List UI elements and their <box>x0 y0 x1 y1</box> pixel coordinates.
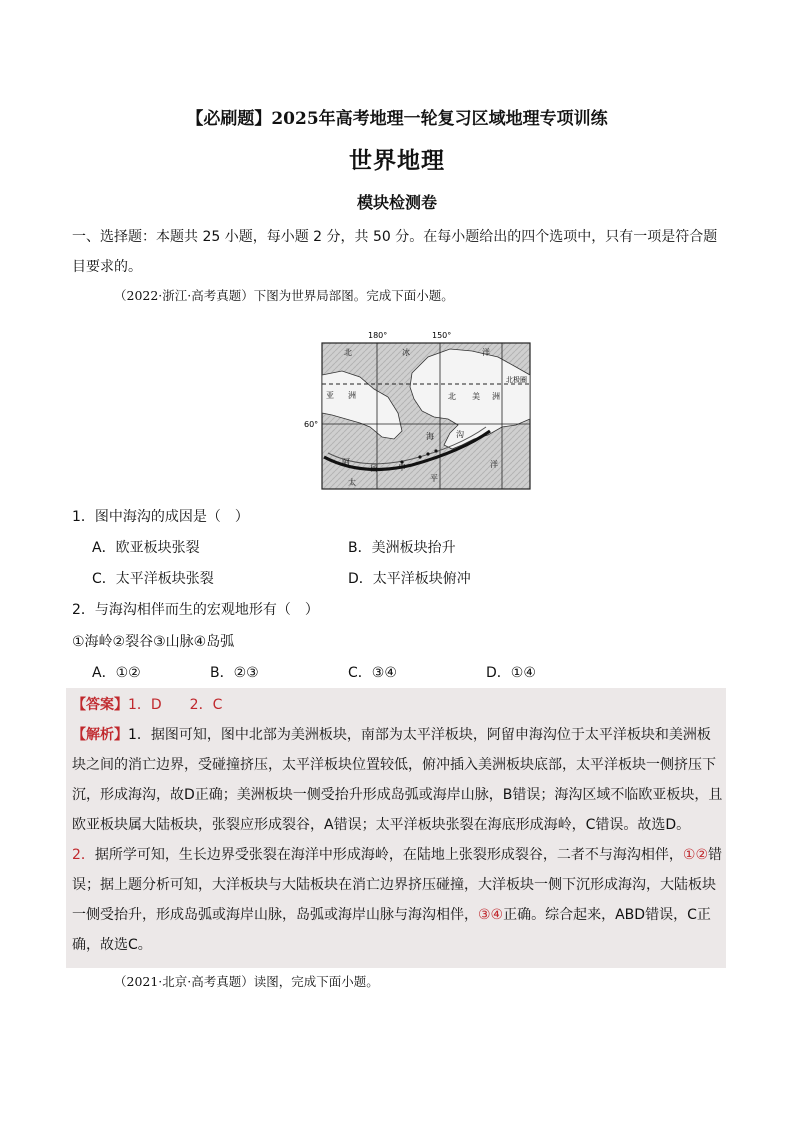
q1-option-c[interactable]: C．太平洋板块张裂 <box>92 571 214 587</box>
question-1-stem: 1．图中海沟的成因是（ ） <box>72 509 249 525</box>
analysis-mark-12: ①② <box>682 847 709 863</box>
svg-text:沟: 沟 <box>456 430 464 439</box>
svg-text:申: 申 <box>398 463 406 472</box>
svg-text:冰: 冰 <box>402 348 410 357</box>
exam-title: 【必刷题】2025年高考地理一轮复习区域地理专项训练 <box>186 109 608 129</box>
svg-text:洋: 洋 <box>482 348 490 357</box>
analysis-paragraph-2: 2．据所学可知，生长边界受张裂在海洋中形成海岭，在陆地上张裂形成裂谷，二者不与海沟相伴，①②错误；据上题分析可知，大洋板块与大陆板块在消亡边界挤压碰撞，大洋板块一侧下沉形成海沟，大陆板块一侧受抬升，形成岛弧或海岸山脉，岛弧或海岸山脉与海沟相伴，③④正确。综合起来，ABD错误，C正确，故选C。 <box>72 847 723 953</box>
analysis-mark-34: ③④ <box>478 907 504 923</box>
svg-text:北: 北 <box>344 348 352 357</box>
answer-label: 【答案】 <box>72 697 128 713</box>
question-source: （2022·浙江·高考真题）下图为世界局部图。完成下面小题。 <box>114 288 454 303</box>
q1-option-a[interactable]: A．欧亚板块张裂 <box>92 540 200 556</box>
subject-title: 世界地理 <box>349 147 445 174</box>
lat-label-60: 60° <box>304 420 319 429</box>
svg-text:留: 留 <box>370 464 378 473</box>
q2-option-d[interactable]: D．①④ <box>486 665 536 681</box>
world-partial-map <box>302 327 534 492</box>
question-source-2: （2021·北京·高考真题）读图，完成下面小题。 <box>114 974 379 989</box>
q1-option-b[interactable]: B．美洲板块抬升 <box>348 540 456 556</box>
section-instructions: 一、选择题：本题共 25 小题，每小题 2 分，共 50 分。在每小题给出的四个选项中，只有一项是符合题目要求的。 <box>72 229 718 275</box>
svg-text:太: 太 <box>348 478 356 487</box>
paper-subtitle: 模块检测卷 <box>356 193 437 212</box>
q2-option-b[interactable]: B．②③ <box>210 665 259 681</box>
analysis-paragraph-1 <box>72 720 724 840</box>
analysis-2-number: 2． <box>72 847 95 863</box>
svg-text:海: 海 <box>426 432 434 441</box>
answer-line <box>72 690 724 720</box>
svg-text:平: 平 <box>430 474 438 483</box>
q1-option-d[interactable]: D．太平洋板块俯冲 <box>348 571 471 587</box>
question-2-items: ①海岭②裂谷③山脉④岛弧 <box>72 634 235 650</box>
svg-text:亚: 亚 <box>326 391 334 400</box>
q2-option-c[interactable]: C．③④ <box>348 665 397 681</box>
svg-text:美: 美 <box>472 392 480 401</box>
svg-text:北: 北 <box>448 392 456 401</box>
svg-text:洋: 洋 <box>490 460 498 469</box>
question-2-stem: 2．与海沟相伴而生的宏观地形有（ ） <box>72 602 319 618</box>
answer-text: 1．D 2．C <box>128 697 223 713</box>
analysis-label: 【解析】 <box>72 727 128 743</box>
svg-text:洲: 洲 <box>492 392 500 401</box>
q2-option-a[interactable]: A．①② <box>92 665 141 681</box>
lon-label-180: 180° <box>368 331 388 340</box>
svg-text:洲: 洲 <box>348 391 356 400</box>
svg-text:阿: 阿 <box>342 458 350 467</box>
arctic-circle-label: 北极圈 <box>506 376 527 384</box>
analysis-text-1: 1．据图可知，图中北部为美洲板块，南部为太平洋板块，阿留申海沟位于太平洋板块和美洲板块之间的消亡边界，受碰撞挤压，太平洋板块位置较低，俯冲插入美洲板块底部，太平洋板块一侧挤压下沉，形成海沟，故D正确；美洲板块一侧受抬升形成岛弧或海岸山脉，B错误；海沟区域不临欧亚板块，且欧亚板块属大陆板块，张裂应形成裂谷，A错误；太平洋板块张裂在海底形成海岭，C错误。故选D。 <box>72 727 723 833</box>
lon-label-150: 150° <box>432 331 452 340</box>
